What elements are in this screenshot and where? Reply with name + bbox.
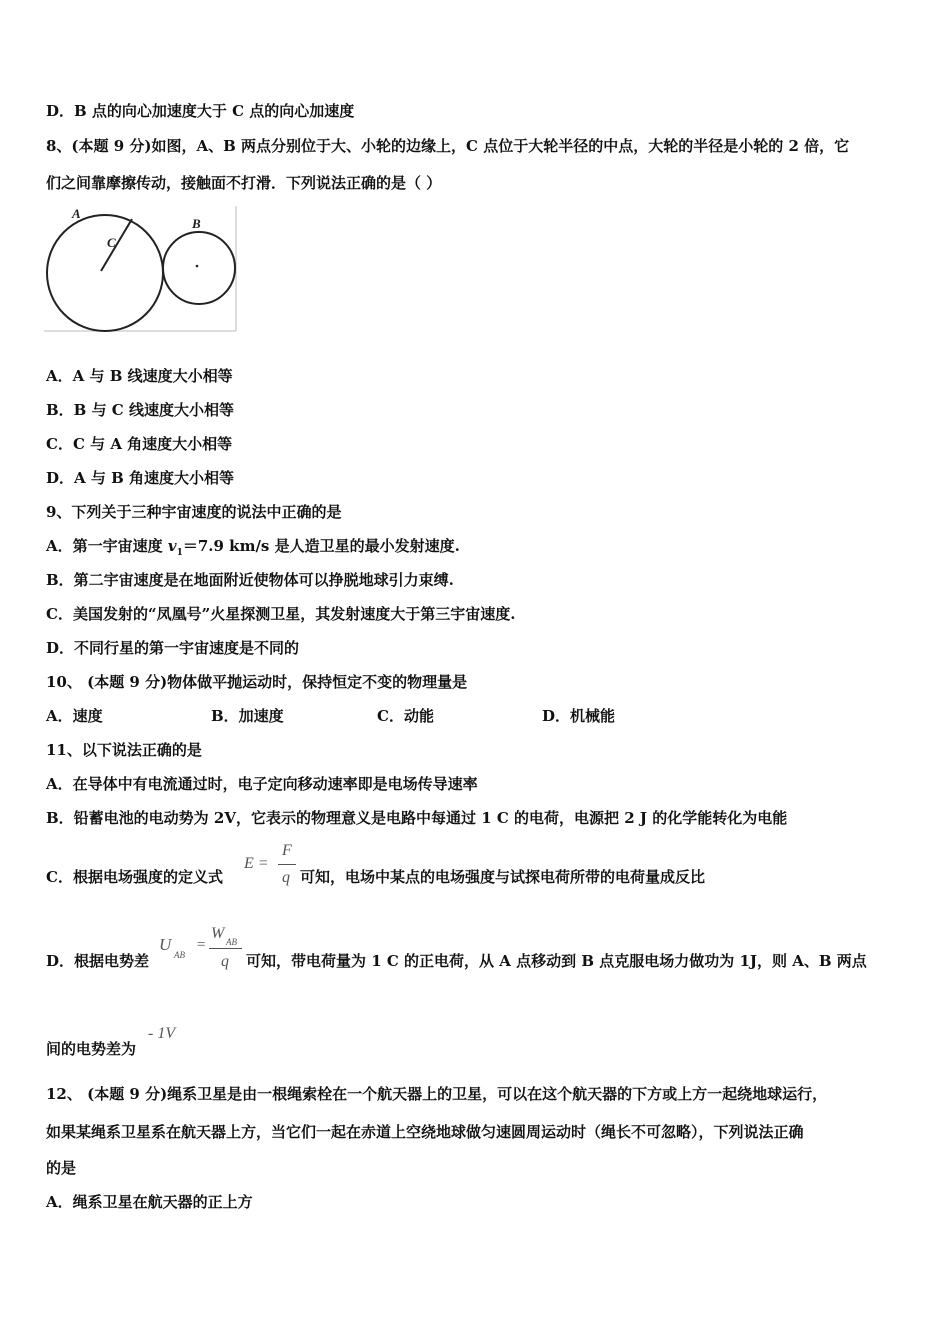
q10-options [46,705,746,727]
large-wheel-radius [101,219,132,271]
small-wheel-center [196,265,199,268]
q9-a-variable: v [167,537,177,555]
q11-option-a: A．在导体中有电流通过时，电子定向移动速率即是电场传导速率 [46,775,478,793]
formula-u-numerator: W [211,925,225,942]
formula-u-denominator: q [221,953,229,970]
q8-option-d: D．A 与 B 角速度大小相等 [46,469,234,487]
q9-option-b: B．第二宇宙速度是在地面附近使物体可以挣脱地球引力束缚. [46,571,454,589]
formula-u-lhs-sub: AB [174,950,185,960]
q12-stem-line2: 如果某绳系卫星系在航天器上方，当它们一起在赤道上空绕地球做匀速圆周运动时（绳长不可忽略），下列说法正确 [46,1123,804,1141]
q10-stem: 10、 (本题 9 分)物体做平抛运动时，保持恒定不变的物理量是 [46,673,468,691]
label-b: B [192,216,201,231]
formula-u-numerator-sub: AB [226,937,237,947]
formula-u-lhs: U [159,935,172,954]
formula-e-numerator: F [282,842,292,859]
q8-stem-line2: 们之间靠摩擦传动，接触面不打滑．下列说法正确的是（ ） [46,174,442,192]
large-wheel [47,215,163,331]
q10-option-d: D．机械能 [542,707,616,725]
q12-stem-line3: 的是 [46,1159,77,1177]
q9-a-subscript: 1 [176,548,183,558]
formula-e-fraction-bar [278,864,296,865]
q9-stem: 9、下列关于三种宇宙速度的说法中正确的是 [46,503,342,521]
q10-option-c: C．动能 [377,707,434,725]
q8-option-a: A．A 与 B 线速度大小相等 [46,367,233,385]
label-c: C [107,235,116,250]
q9-option-d: D．不同行星的第一宇宙速度是不同的 [46,639,300,657]
q8-stem-line1: 8、(本题 9 分)如图，A、B 两点分别位于大、小轮的边缘上，C 点位于大轮半径的中点，大轮的半径是小轮的 2 倍，它 [46,137,850,155]
label-a: A [72,206,81,221]
q11-option-d-line2: 间的电势差为 [46,1040,137,1058]
q9-option-c: C．美国发射的“凤凰号”火星探测卫星，其发射速度大于第三宇宙速度. [46,605,516,623]
q11-stem: 11、以下说法正确的是 [46,741,202,759]
q8-option-b: B．B 与 C 线速度大小相等 [46,401,234,419]
formula-e-denominator: q [282,869,290,886]
q11-option-c-pre: C．根据电场强度的定义式 [46,868,223,886]
q11-option-d-pre: D．根据电势差 [46,952,150,970]
q12-stem-line1: 12、 (本题 9 分)绳系卫星是由一根绳索栓在一个航天器上的卫星，可以在这个航天器的下方或上方一起绕地球运行， [46,1085,828,1103]
q11-option-d-post: 可知，带电荷量为 1 C 的正电荷，从 A 点移动到 B 点克服电场力做功为 1J，则 A、B 两点 [246,952,867,970]
q9-a-suffix: ＝7.9 km/s 是人造卫星的最小发射速度. [182,537,460,555]
pulley-figure [44,206,238,334]
q11-option-c-post: 可知，电场中某点的电场强度与试探电荷所带的电荷量成反比 [300,868,706,886]
formula-u-equals: = [196,937,207,953]
q11-option-b: B．铅蓄电池的电动势为 2V，它表示的物理意义是电路中每通过 1 C 的电荷，电源把 2 J 的化学能转化为电能 [46,809,788,827]
q12-option-a: A．绳系卫星在航天器的正上方 [46,1193,253,1211]
q10-option-a: A．速度 [46,707,103,725]
q7-option-d: D．B 点的向心加速度大于 C 点的向心加速度 [46,102,355,120]
q11-d-answer-value: - 1V [148,1025,176,1042]
formula-u-fraction-bar [209,948,242,949]
q9-option-a [46,535,460,564]
q10-option-b: B．加速度 [211,707,284,725]
pulley-diagram [44,206,238,334]
small-wheel [163,232,235,304]
formula-e-lhs: E = [244,855,269,872]
q8-option-c: C．C 与 A 角速度大小相等 [46,435,233,453]
q9-a-prefix: A．第一宇宙速度 [46,537,168,555]
